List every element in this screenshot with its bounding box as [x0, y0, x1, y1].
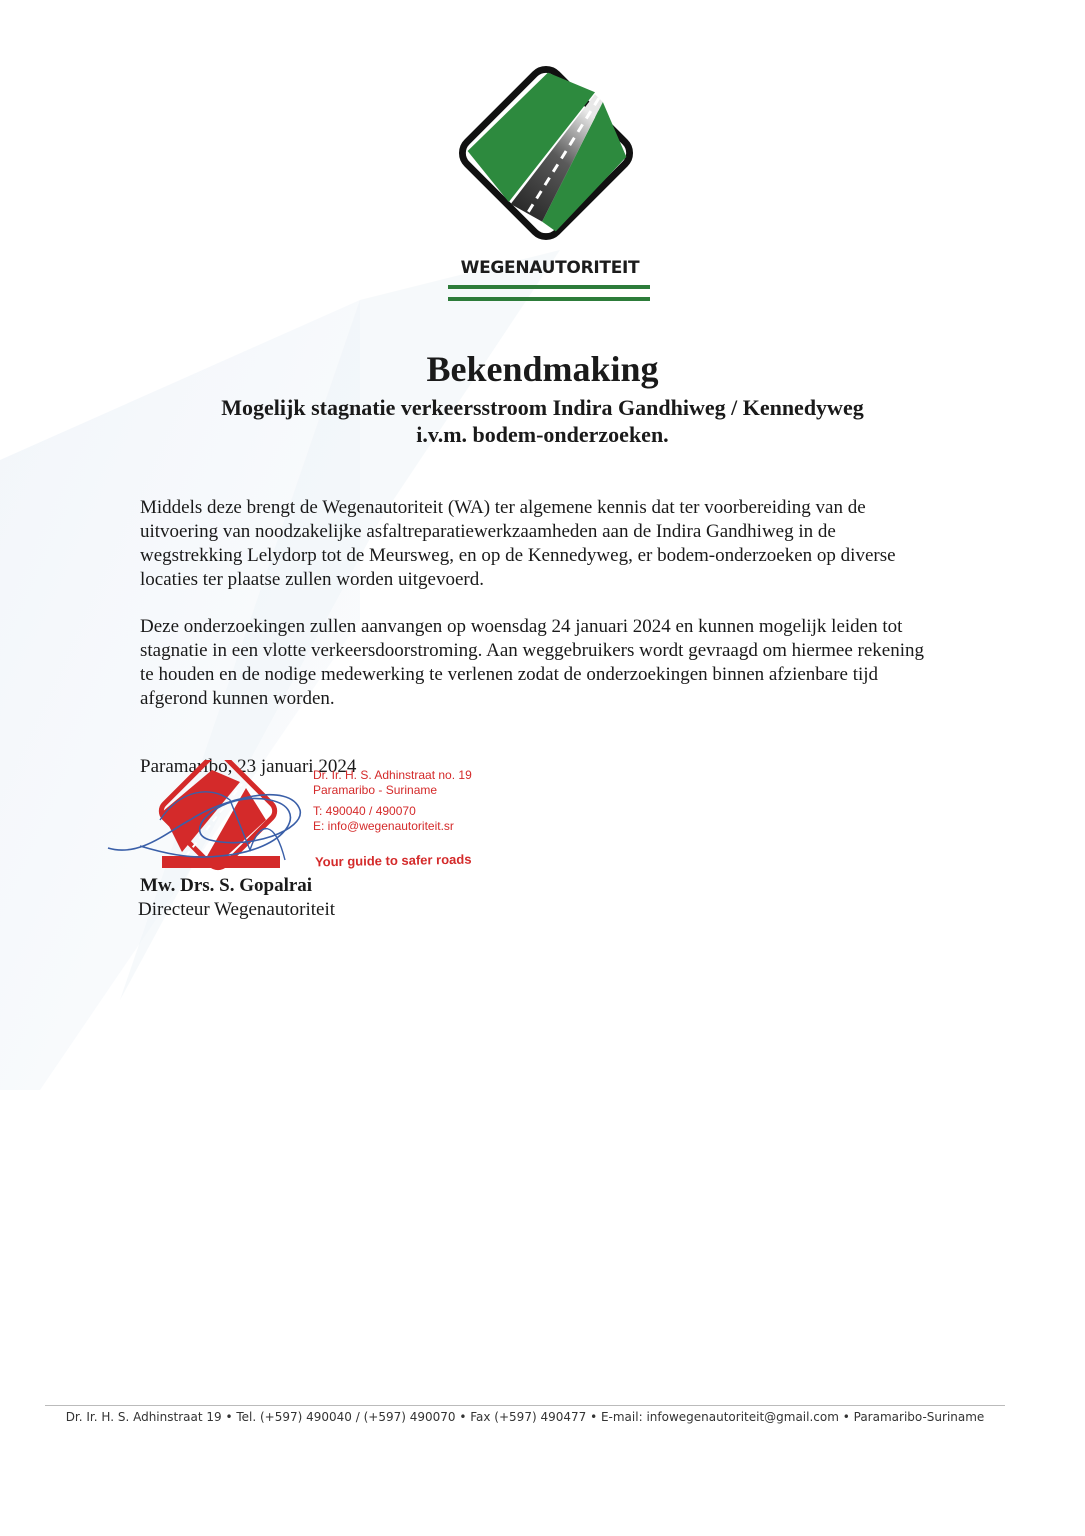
place-date: Paramaribo, 23 januari 2024	[140, 756, 357, 777]
body-paragraph-1: Middels deze brengt de Wegenautoriteit (WA) ter algemene kennis dat ter voorbereiding van de uitvoering van noodzakelijke asfaltreparatiewerkzaamheden aan de Indira Gandhiweg in de wegstrekking Lelydorp tot de Meursweg, en op de Kennedyweg, er bodem-onderzoeken op diverse locaties ter plaatse zullen worden uitgevoerd.	[140, 497, 896, 590]
stamp-address: Dr. Ir. H. S. Adhinstraat no. 19	[313, 768, 472, 782]
signatory-name: Mw. Drs. S. Gopalrai	[140, 875, 313, 896]
footer-contact: Dr. Ir. H. S. Adhinstraat 19 • Tel. (+597) 490040 / (+597) 490070 • Fax (+597) 490477 • E-mail: infowegenautoriteit@gmail.com • Paramaribo-Suriname	[65, 1410, 985, 1424]
logo-underline-top	[448, 285, 650, 289]
stamp-city: Paramaribo - Suriname	[313, 783, 438, 797]
stamp-phone: T: 490040 / 490070	[313, 804, 416, 818]
page-subtitle	[0, 394, 1085, 448]
footer-divider	[45, 1405, 1005, 1406]
body-paragraph-2: Deze onderzoekingen zullen aanvangen op woensdag 24 januari 2024 en kunnen mogelijk leiden tot stagnatie in een vlotte verkeersdoorstroming. Aan weggebruikers wordt gevraagd om hiermee rekening te houden en de nodige medewerking te verlenen zodat de onderzoekingen binnen afzienbare tijd afgerond kunnen worden.	[140, 616, 925, 709]
wegenautoriteit-logo-icon	[448, 55, 644, 251]
signatory-title: Directeur Wegenautoriteit	[138, 899, 336, 920]
subtitle-line-2: i.v.m. bodem-onderzoeken.	[416, 422, 669, 447]
stamp-slogan: Your guide to safer roads	[314, 851, 472, 870]
logo-wordmark: WEGENAUTORITEIT	[460, 258, 640, 278]
stamp-email: E: info@wegenautoriteit.sr	[313, 819, 454, 833]
page-title: Bekendmaking	[426, 349, 659, 389]
logo-underline-bottom	[448, 297, 650, 301]
subtitle-line-1: Mogelijk stagnatie verkeersstroom Indira Gandhiweg / Kennedyweg	[221, 395, 864, 420]
